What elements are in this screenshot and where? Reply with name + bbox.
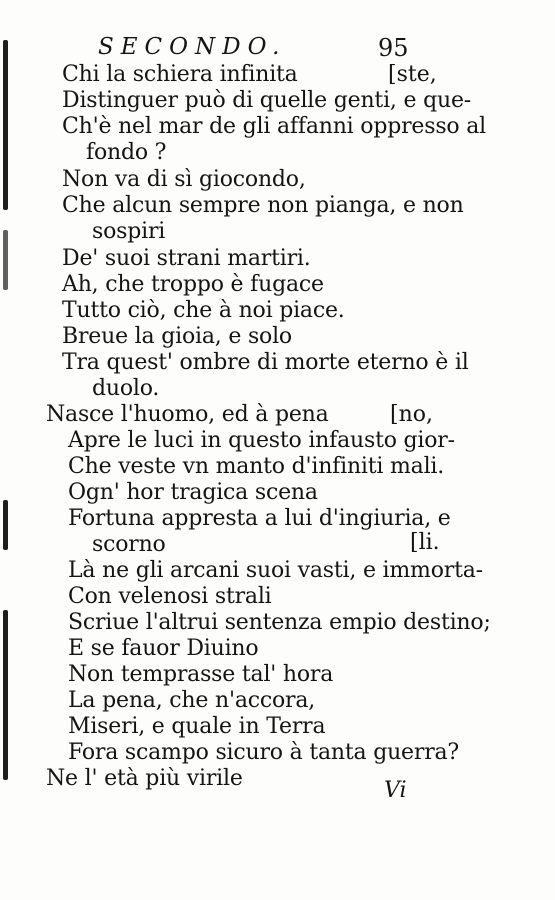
verse-line: scorno xyxy=(92,532,166,557)
verse-line: Che alcun sempre non pianga, e non xyxy=(62,193,464,218)
verse-line: Là ne gli arcani suoi vasti, e immorta- xyxy=(68,558,483,583)
verse-line: Che veste vn manto d'infiniti mali. xyxy=(68,454,445,479)
verse-line: Ne l' età più virile xyxy=(46,766,243,791)
verse-line: Fora scampo sicuro à tanta guerra? xyxy=(68,740,460,765)
verse-line: E se fauor Diuino xyxy=(68,636,259,661)
verse-line: Miseri, e quale in Terra xyxy=(68,714,326,739)
verse-line: Nasce l'huomo, ed à pena xyxy=(46,402,329,427)
verse-line: Breue la gioia, e solo xyxy=(62,324,292,349)
page-binding-edge xyxy=(0,0,26,900)
verse-line: Apre le luci in questo infausto gior- xyxy=(68,428,455,453)
verse-line: Ch'è nel mar de gli affanni oppresso al xyxy=(62,114,487,139)
verse-line: Non temprasse tal' hora xyxy=(68,662,334,687)
catchword: Vi xyxy=(384,778,407,803)
verse-line: Non va di sì giocondo, xyxy=(62,167,306,192)
verse-line: Ogn' hor tragica scena xyxy=(68,480,318,505)
running-head: SECONDO. xyxy=(98,34,287,60)
turnover-bracket: [li. xyxy=(410,530,440,555)
verse-line: Distinguer può di quelle genti, e que- xyxy=(62,88,472,113)
verse-line: duolo. xyxy=(92,376,160,401)
verse-line: Tra quest' ombre di morte eterno è il xyxy=(62,350,469,375)
verse-line: La pena, che n'accora, xyxy=(68,688,316,713)
turnover-bracket: [ste, xyxy=(388,62,437,87)
verse-line: Ah, che troppo è fugace xyxy=(62,272,324,297)
verse-line: Scriue l'altrui sentenza empio destino; xyxy=(68,610,491,635)
verse-line: Fortuna appresta a lui d'ingiuria, e xyxy=(68,506,451,531)
verse-line: Con velenosi strali xyxy=(68,584,272,609)
verse-line: Chi la schiera infinita xyxy=(62,62,298,87)
turnover-bracket: [no, xyxy=(390,402,433,427)
verse-line: De' suoi strani martiri. xyxy=(62,246,311,271)
page-number: 95 xyxy=(378,34,409,62)
verse-line: fondo ? xyxy=(86,140,167,165)
verse-line: Tutto ciò, che à noi piace. xyxy=(62,298,345,323)
verse-line: sospiri xyxy=(92,219,166,244)
